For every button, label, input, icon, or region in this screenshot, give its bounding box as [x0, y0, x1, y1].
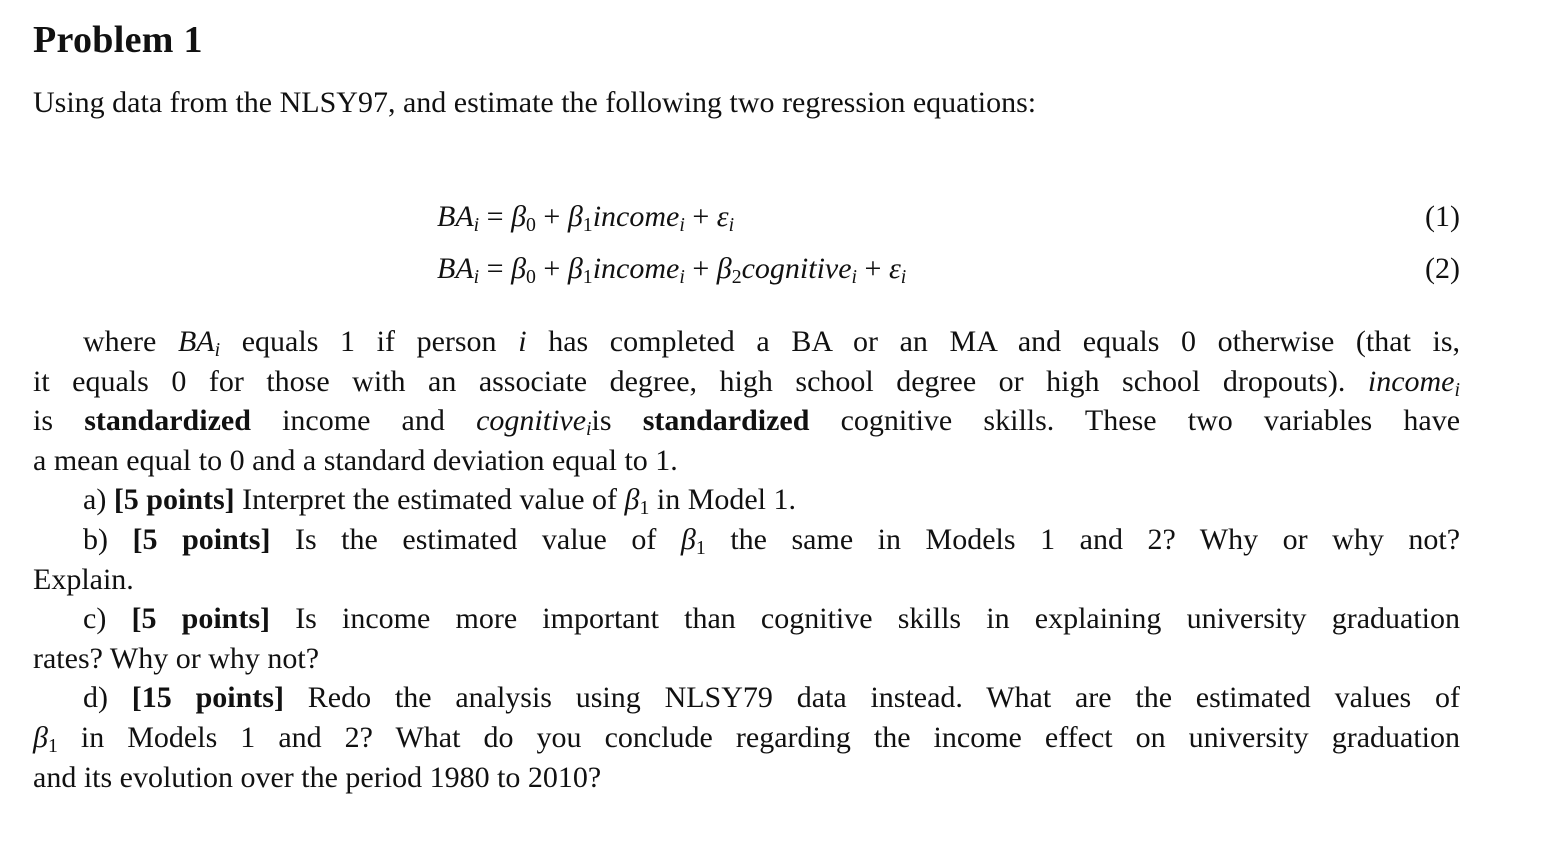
question-d-final: and its evolution over the period 1980 to 2010?	[33, 760, 602, 794]
problem-intro: Using data from the NLSY97, and estimate the following two regression equations:	[33, 86, 1037, 119]
question-a: a) [5 points] Interpret the estimated value of $\beta_1$ in Model 1.	[83, 483, 797, 520]
question-b-continued: Explain.	[33, 562, 134, 596]
question-b: b) [5 points] Is the estimated value of $\beta_1$ the same in Models 1 and 2? Why or why not?	[83, 522, 1461, 559]
definition-line-1: where $BA_i$ equals 1 if person i has completed a BA or an MA and equals 0 otherwise (that is,	[83, 325, 1461, 361]
equation-2: $BA_i = \beta_0$ + $\beta_1income_i$ + $\beta_2cognitive_i + \varepsilon_i$	[437, 252, 907, 288]
equation-1-number: (1)	[1425, 200, 1460, 233]
definition-line-4: a mean equal to 0 and a standard deviation equal to 1.	[33, 443, 678, 477]
problem-body	[33, 322, 1460, 797]
problem-title: Problem 1	[33, 19, 203, 61]
equation-1: $BA_i = \beta_0$ + $\beta_1income_i + \varepsilon_i$	[437, 200, 735, 236]
question-d: d) [15 points] Redo the analysis using NLSY79 data instead. What are the estimated values of	[83, 681, 1460, 715]
question-c-continued: rates? Why or why not?	[33, 641, 320, 675]
definition-line-2: it equals 0 for those with an associate degree, high school degree or high school dropouts). income$_i$	[33, 364, 1460, 401]
question-d-continued: $\beta_1$ in Models 1 and 2? What do you conclude regarding the income effect on university graduation	[33, 720, 1460, 757]
question-c: c) [5 points] Is income more important than cognitive skills in explaining university graduation	[83, 602, 1461, 636]
equation-2-number: (2)	[1425, 252, 1460, 285]
definition-line-3: is standardized income and cognitive$_i$is standardized cognitive skills. These two variables have	[33, 404, 1461, 441]
